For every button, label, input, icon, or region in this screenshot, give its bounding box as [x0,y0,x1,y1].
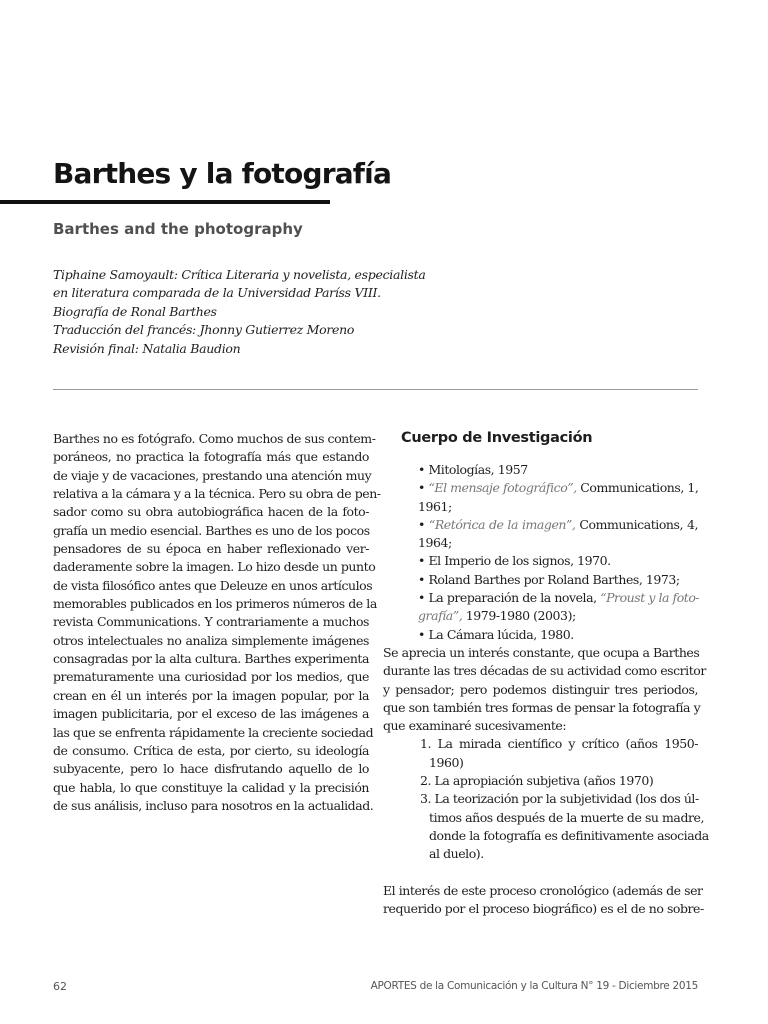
text-line: Se aprecia un interés constante, que ocupa a Barthes [383,644,700,660]
list-item: • La Cámara lúcida, 1980. [418,626,574,642]
list-item-continuation: 1964; [418,535,452,551]
text-line: sador como su obra autobiográfica hacen de la foto- [53,504,369,520]
period-item: 1. La mirada científico y crítico (años 1950- [420,736,698,752]
text-line: pensadores de su época en haber reflexionado ver- [53,541,369,557]
list-item [418,516,698,534]
work-title: “Retórica de la imagen”, [428,516,576,532]
period-item: 3. La teorización por la subjetividad (los dos úl- [420,791,699,807]
section-divider [53,389,698,390]
list-item: • El Imperio de los signos, 1970. [418,553,611,569]
text-line: subyacente, pero lo hace disfrutando aquello de lo [53,761,369,777]
text-line: prematuramente una curiosidad por los medios, que [53,669,369,685]
right-column [383,428,709,918]
text-line: crean en él un interés por la imagen popular, por la [53,687,369,703]
text-line: otros intelectuales no analiza simplemente imágenes [53,632,369,648]
text-line: de vista filosófico antes que Deleuze en unos artículos [53,577,373,593]
paragraph-spacer [383,864,698,882]
list-item: • Roland Barthes por Roland Barthes, 1973; [418,571,680,587]
text-line: que habla, lo que constituye la calidad y la precisión [53,779,369,795]
works-list [383,461,698,644]
article-subtitle: Barthes and the photography [53,220,303,238]
text-line: revista Communications. Y contrariamente a muchos [53,614,369,630]
period-item: 2. La apropiación subjetiva (años 1970) [420,773,654,789]
credit-line: Biografía de Ronal Barthes [53,303,217,319]
title-underline [0,200,330,204]
work-text: • La preparación de la novela, [418,590,601,606]
credit-line: en literatura comparada de la Universidad Paríss VIII. [53,285,381,301]
text-line: imagen publicitaria, por el exceso de las imágenes a [53,706,369,722]
text-line: daderamente sobre la imagen. Lo hizo desde un punto [53,559,376,575]
text-line: y pensador; pero podemos distinguir tres periodos, [383,681,698,697]
text-line: relativa a la cámara y a la técnica. Pero su obra de pen- [53,486,381,502]
work-source: 1979-1980 (2003); [462,608,576,624]
list-item: • Mitologías, 1957 [418,462,528,477]
page-number: 62 [53,980,67,993]
credit-line: Traducción del francés: Jhonny Gutierrez Moreno [53,322,355,338]
list-item [418,589,698,607]
period-item-continuation: al duelo). [429,846,484,862]
periods-list [383,735,709,863]
journal-footer: APORTES de la Comunicación y la Cultura N° 19 - Diciembre 2015 [370,980,698,992]
text-line: las que se enfrenta rápidamente la creciente sociedad [53,724,374,740]
text-line: requerido por el proceso biográfico) es el de no sobre- [383,900,704,916]
period-item-continuation: timos años después de la muerte de su madre, [429,809,704,825]
credit-line: Tiphaine Samoyault: Crítica Literaria y novelista, especialista [53,267,426,282]
text-line: que son también tres formas de pensar la fotografía y [383,699,701,715]
article-title: Barthes y la fotografía [53,157,392,190]
intro-paragraph [383,644,706,735]
work-title: grafía”, [418,608,463,624]
section-heading: Cuerpo de Investigación [401,430,593,446]
bullet: • [418,516,429,532]
text-line: que examinaré sucesivamente: [383,718,567,734]
text-line: de viaje y de vacaciones, prestando una atención muy [53,467,372,483]
text-line: poráneos, no practica la fotografía más que estando [53,449,369,465]
work-source: Communications, 4, [575,516,698,532]
credit-line: Revisión final: Natalia Baudion [53,340,241,356]
text-line: grafía un medio esencial. Barthes es uno de los pocos [53,522,370,538]
text-line: durante las tres décadas de su actividad como escritor [383,663,706,679]
text-line: de consumo. Crítica de esta, por cierto, su ideología [53,742,369,758]
period-item-continuation: donde la fotografía es definitivamente asociada [429,827,709,843]
period-item-continuation: 1960) [429,754,464,770]
work-title: “El mensaje fotográfico”, [428,480,577,496]
list-item-continuation [418,607,698,625]
text-line: Barthes no es fotógrafo. Como muchos de sus contem- [53,431,376,446]
bullet: • [418,480,429,496]
text-line: memorables publicados en los primeros números de la [53,596,377,612]
closing-paragraph [383,882,704,919]
left-column-paragraph [53,430,381,815]
work-source: Communications, 1, [576,480,699,496]
list-item [418,479,698,497]
text-line: consagradas por la alta cultura. Barthes experimenta [53,651,369,667]
text-line: El interés de este proceso cronológico (además de ser [383,882,703,898]
author-credits [53,266,473,358]
work-title: “Proust y la foto- [600,590,700,606]
text-line: de sus análisis, incluso para nosotros en la actualidad. [53,797,374,813]
list-item-continuation: 1961; [418,498,452,514]
